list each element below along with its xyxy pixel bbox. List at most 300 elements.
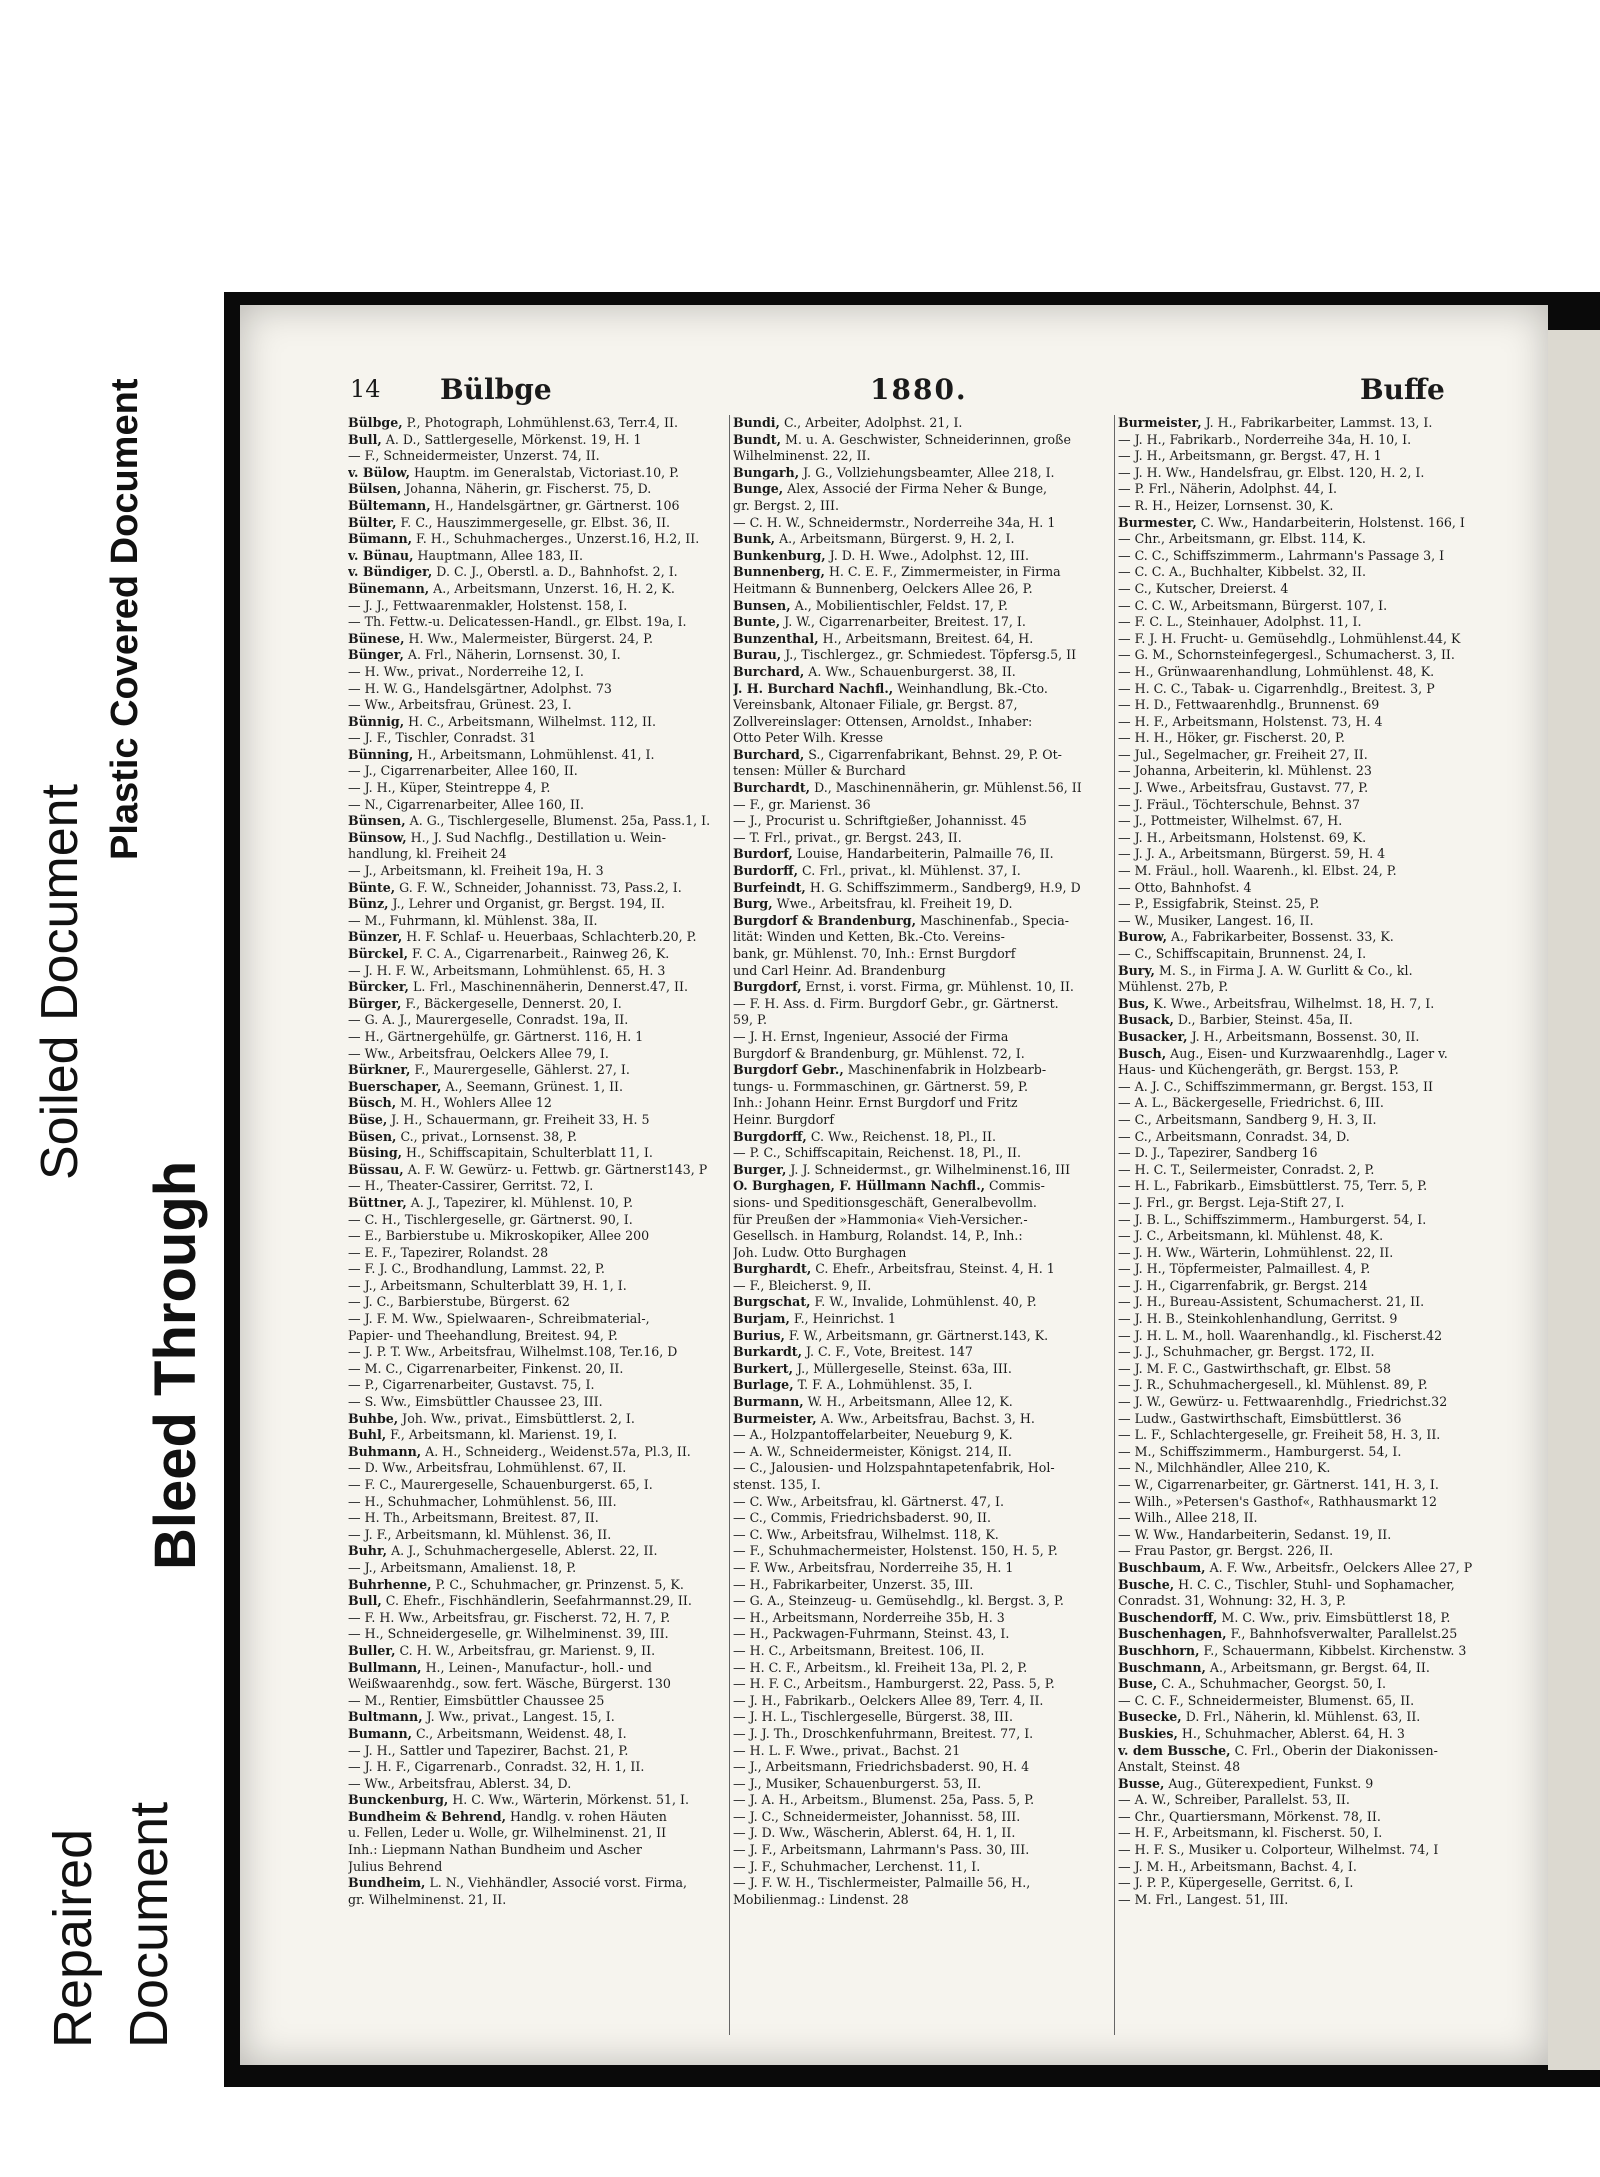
directory-entry — [1118, 1012, 1493, 1029]
entry-details: — H. F., Arbeitsmann, kl. Fischerst. 50, I. — [1118, 1825, 1383, 1841]
directory-entry — [1118, 813, 1493, 830]
entry-details: Hauptmann, Allee 183, II. — [413, 547, 583, 563]
directory-entry — [348, 1792, 723, 1809]
entry-details: — J. H. Ernst, Ingenieur, Associé der Firma — [733, 1028, 1009, 1044]
entry-details: T. F. A., Lohmühlenst. 35, I. — [793, 1377, 973, 1393]
soiled-document-label: Soiled Document — [31, 784, 89, 1180]
entry-surname: v. Bündiger, — [348, 564, 433, 580]
entry-surname: Bünese, — [348, 630, 405, 646]
directory-entry — [348, 797, 723, 814]
directory-entry — [348, 929, 723, 946]
directory-entry — [1118, 1494, 1493, 1511]
entry-details: J. J. Schneidermst., gr. Wilhelminenst.16, III — [786, 1161, 1071, 1177]
entry-details: — R. H., Heizer, Lornsenst. 30, K. — [1118, 497, 1334, 513]
entry-surname: Bunte, — [733, 614, 781, 630]
entry-details: Mühlenst. 27b, P. — [1118, 979, 1229, 995]
directory-entry — [348, 1012, 723, 1029]
directory-entry — [348, 1328, 723, 1345]
directory-entry — [348, 1577, 723, 1594]
directory-entry — [733, 1676, 1108, 1693]
entry-details: — J. H., Sattler und Tapezirer, Bachst. 21, P. — [348, 1742, 629, 1758]
entry-details: Haus- und Küchengeräth, gr. Bergst. 153, P. — [1118, 1062, 1399, 1078]
entry-details: J., Tischlergez., gr. Schmiedest. Töpfersg.5, II — [781, 647, 1077, 663]
directory-entry — [1118, 880, 1493, 897]
directory-entry — [733, 1062, 1108, 1079]
entry-surname: Bunkenburg, — [733, 547, 826, 563]
entry-details: H., Arbeitsmann, Lohmühlenst. 41, I. — [413, 746, 655, 762]
directory-entry — [348, 963, 723, 980]
directory-entry — [1118, 1825, 1493, 1842]
directory-entry — [348, 1593, 723, 1610]
entry-surname: Burdorf, — [733, 846, 793, 862]
directory-entry — [348, 913, 723, 930]
directory-entry — [348, 1726, 723, 1743]
entry-surname: Bunk, — [733, 531, 776, 547]
directory-entry — [1118, 681, 1493, 698]
entry-surname: O. Burghagen, F. Hüllmann Nachfl., — [733, 1178, 985, 1194]
entry-surname: Bunckenburg, — [348, 1792, 449, 1808]
entry-details: J., Müllergeselle, Steinst. 63a, III. — [793, 1360, 1012, 1376]
entry-details: — J., Procurist u. Schriftgießer, Johannisst. 45 — [733, 813, 1027, 829]
directory-entry — [733, 647, 1108, 664]
directory-entry — [348, 1095, 723, 1112]
entry-details: — N., Cigarrenarbeiter, Allee 160, II. — [348, 796, 584, 812]
entry-details: — J. H. F., Cigarrenarb., Conradst. 32, H. 1, II. — [348, 1759, 645, 1775]
entry-details: Inh.: Johann Heinr. Ernst Burgdorf und Fritz — [733, 1095, 1018, 1111]
directory-entry — [348, 1494, 723, 1511]
entry-details: — C. H., Tischlergeselle, gr. Gärtnerst. 90, I. — [348, 1211, 633, 1227]
directory-entry — [1118, 1776, 1493, 1793]
directory-entry — [1118, 1892, 1493, 1909]
directory-entry — [348, 697, 723, 714]
directory-entry — [733, 1726, 1108, 1743]
directory-entry — [733, 1328, 1108, 1345]
entry-details: Julius Behrend — [348, 1858, 443, 1874]
entry-surname: Burgdorf & Brandenburg, — [733, 912, 916, 928]
entry-surname: Bundt, — [733, 431, 781, 447]
entry-details: — Wilh., Allee 218, II. — [1118, 1510, 1258, 1526]
directory-entry — [1118, 763, 1493, 780]
entry-details: — C. Ww., Arbeitsfrau, kl. Gärtnerst. 47, I. — [733, 1493, 1004, 1509]
entry-surname: Buhbe, — [348, 1410, 399, 1426]
entry-details: H. Ww., Malermeister, Bürgerst. 24, P. — [404, 630, 654, 646]
directory-entry — [348, 714, 723, 731]
page-header — [350, 375, 1500, 411]
directory-entry — [348, 763, 723, 780]
entry-surname: Buschhorn, — [1118, 1642, 1200, 1658]
entry-details: F. H., Schuhmacherges., Unzerst.16, H.2, II. — [411, 531, 700, 547]
directory-entry — [348, 614, 723, 631]
entry-details: — A. W., Schreiber, Parallelst. 53, II. — [1118, 1792, 1350, 1808]
entry-details: F., Schauermann, Kibbelst. Kirchenstw. 3 — [1199, 1642, 1467, 1658]
entry-details: — F., Bleicherst. 9, II. — [733, 1277, 872, 1293]
directory-entry — [348, 830, 723, 847]
directory-entry — [733, 1477, 1108, 1494]
directory-entry — [733, 714, 1108, 731]
entry-surname: Bünz, — [348, 896, 389, 912]
directory-entry — [348, 1129, 723, 1146]
entry-surname: Buschenhagen, — [1118, 1626, 1227, 1642]
entry-surname: Büse, — [348, 1111, 388, 1127]
entry-details: Handlg. v. rohen Häuten — [506, 1808, 667, 1824]
entry-details: — F., Schuhmachermeister, Holstenst. 150, H. 5, P. — [733, 1543, 1058, 1559]
entry-details: — S. Ww., Eimsbüttler Chaussee 23, III. — [348, 1394, 603, 1410]
entry-details: — C. Ww., Arbeitsfrau, Wilhelmst. 118, K. — [733, 1526, 999, 1542]
entry-surname: Busch, — [1118, 1045, 1167, 1061]
directory-entry — [348, 664, 723, 681]
entry-details: — F. C., Maurergeselle, Schauenburgerst. 65, I. — [348, 1477, 653, 1492]
directory-entry — [348, 1212, 723, 1229]
plastic-covered-label: Plastic Covered Document — [104, 378, 146, 860]
directory-entry — [348, 1195, 723, 1212]
entry-details: — M. Fräul., holl. Waarenh., kl. Elbst. 24, P. — [1118, 863, 1397, 879]
directory-entry — [348, 1709, 723, 1726]
directory-entry — [348, 1162, 723, 1179]
directory-entry — [1118, 664, 1493, 681]
entry-surname: Büttner, — [348, 1194, 407, 1210]
directory-entry — [733, 697, 1108, 714]
entry-details: Mobilienmag.: Lindenst. 28 — [733, 1891, 909, 1907]
entry-details: — J. F., Tischler, Conradst. 31 — [348, 730, 537, 746]
entry-details: H. G. Schiffszimmerm., Sandberg9, H.9, D — [805, 879, 1081, 895]
directory-entry — [348, 979, 723, 996]
entry-details: — Chr., Arbeitsmann, gr. Elbst. 114, K. — [1118, 531, 1366, 547]
directory-entry — [348, 631, 723, 648]
entry-details: — J. H., Cigarrenfabrik, gr. Bergst. 214 — [1118, 1277, 1368, 1293]
directory-entry — [733, 1129, 1108, 1146]
directory-entry — [1118, 730, 1493, 747]
entry-details: C., Arbeitsmann, Weidenst. 48, I. — [411, 1725, 627, 1741]
entry-details: — T. Frl., privat., gr. Bergst. 243, II. — [733, 829, 962, 845]
directory-entry — [1118, 647, 1493, 664]
entry-details: A., Fabrikarbeiter, Bossenst. 33, K. — [1167, 929, 1394, 945]
entry-details: — J. C., Barbierstube, Bürgerst. 62 — [348, 1294, 570, 1310]
directory-entry — [1118, 1660, 1493, 1677]
entry-details: H., Handelsgärtner, gr. Gärtnerst. 106 — [430, 497, 680, 513]
directory-entry — [733, 1294, 1108, 1311]
entry-details: — Ww., Arbeitsfrau, Grünest. 23, I. — [348, 697, 572, 713]
entry-details: — Ww., Arbeitsfrau, Ablerst. 34, D. — [348, 1775, 572, 1791]
entry-details: — C., Jalousien- und Holzspahntapetenfabrik, Hol- — [733, 1460, 1055, 1476]
entry-details: — N., Milchhändler, Allee 210, K. — [1118, 1460, 1331, 1476]
entry-details: — J., Cigarrenarbeiter, Allee 160, II. — [348, 763, 578, 779]
directory-entry — [1118, 1560, 1493, 1577]
directory-entry — [733, 564, 1108, 581]
directory-entry — [348, 1743, 723, 1760]
directory-entry — [348, 432, 723, 449]
entry-surname: Burius, — [733, 1327, 785, 1343]
entry-details: — H. L. F. Wwe., privat., Bachst. 21 — [733, 1742, 961, 1758]
entry-details: A., Arbeitsmann, Bürgerst. 9, H. 2, I. — [775, 531, 1015, 547]
entry-details: — M., Fuhrmann, kl. Mühlenst. 38a, II. — [348, 912, 598, 928]
entry-surname: Burchardt, — [733, 780, 811, 796]
entry-details: Papier- und Theehandlung, Breitest. 94, P. — [348, 1327, 618, 1343]
directory-entry — [733, 946, 1108, 963]
entry-details: — J. H. L. M., holl. Waarenhandlg., kl. Fischerst.42 — [1118, 1327, 1443, 1343]
entry-surname: Bus, — [1118, 995, 1150, 1011]
directory-entry — [348, 1278, 723, 1295]
entry-details: — H., Arbeitsmann, Norderreihe 35b, H. 3 — [733, 1609, 1005, 1625]
entry-details: D. Frl., Näherin, kl. Mühlenst. 63, II. — [1181, 1709, 1421, 1725]
header-right-word: Buffe — [1360, 373, 1445, 406]
entry-surname: Bünte, — [348, 879, 396, 895]
directory-entry — [1118, 1245, 1493, 1262]
entry-details: — C., Commis, Friedrichsbaderst. 90, II. — [733, 1510, 991, 1526]
entry-surname: Burlage, — [733, 1377, 794, 1393]
entry-details: — P. Frl., Näherin, Adolphst. 44, I. — [1118, 481, 1338, 497]
entry-details: H., J. Sud Nachflg., Destillation u. Wein- — [406, 829, 667, 845]
directory-entry — [733, 1875, 1108, 1892]
entry-details: — Frau Pastor, gr. Bergst. 226, II. — [1118, 1543, 1334, 1559]
directory-entry — [1118, 498, 1493, 515]
directory-entry — [733, 880, 1108, 897]
directory-entry — [1118, 846, 1493, 863]
directory-entry — [348, 1294, 723, 1311]
entry-surname: Busecke, — [1118, 1709, 1182, 1725]
directory-entry — [733, 1162, 1108, 1179]
entry-details: — J., Arbeitsmann, Amalienst. 18, P. — [348, 1559, 577, 1575]
entry-details: F., Bahnhofsverwalter, Parallelst.25 — [1226, 1626, 1458, 1642]
entry-details: stenst. 135, I. — [733, 1477, 821, 1492]
directory-entry — [733, 896, 1108, 913]
entry-details: — J. H. B., Steinkohlenhandlung, Gerritst. 9 — [1118, 1311, 1398, 1327]
entry-details: — J. P. T. Ww., Arbeitsfrau, Wilhelmst.108, Ter.16, D — [348, 1344, 678, 1360]
entry-details: M. u. A. Geschwister, Schneiderinnen, große — [780, 431, 1071, 447]
directory-entry — [1118, 963, 1493, 980]
directory-entry — [1118, 1626, 1493, 1643]
directory-entry — [348, 581, 723, 598]
directory-entry — [1118, 1278, 1493, 1295]
directory-entry — [1118, 531, 1493, 548]
entry-details: Johanna, Näherin, gr. Fischerst. 75, D. — [401, 481, 652, 497]
directory-entry — [1118, 1759, 1493, 1776]
directory-entry — [733, 1626, 1108, 1643]
directory-entry — [733, 1643, 1108, 1660]
entry-surname: Buse, — [1118, 1676, 1158, 1692]
entry-details: — H. W. G., Handelsgärtner, Adolphst. 73 — [348, 680, 612, 696]
entry-details: — J. J., Fettwaarenmakler, Holstenst. 158, I. — [348, 597, 628, 613]
entry-details: C., privat., Lornsenst. 38, P. — [396, 1128, 578, 1144]
directory-entry — [1118, 780, 1493, 797]
directory-entry — [733, 581, 1108, 598]
directory-entry — [733, 1245, 1108, 1262]
entry-details: Hauptm. im Generalstab, Victoriast.10, P. — [410, 464, 680, 480]
entry-surname: Busack, — [1118, 1012, 1174, 1028]
entry-details: — H., Schuhmacher, Lohmühlenst. 56, III. — [348, 1493, 617, 1509]
directory-entry — [1118, 1145, 1493, 1162]
repaired-label: Repaired — [43, 1828, 103, 2048]
directory-entry — [1118, 1311, 1493, 1328]
directory-entry — [1118, 1543, 1493, 1560]
directory-entry — [348, 1112, 723, 1129]
directory-entry — [348, 1809, 723, 1826]
entry-details: — J., Arbeitsmann, kl. Freiheit 19a, H. 3 — [348, 863, 604, 879]
entry-details: C. H. W., Arbeitsfrau, gr. Marienst. 9, II. — [395, 1642, 656, 1658]
entry-surname: Burau, — [733, 647, 782, 663]
entry-details: J. D. H. Wwe., Adolphst. 12, III. — [825, 547, 1029, 563]
directory-entry — [1118, 614, 1493, 631]
directory-entry — [348, 1560, 723, 1577]
entry-details: — W. Ww., Handarbeiterin, Sedanst. 19, II. — [1118, 1526, 1392, 1542]
entry-details: Gesellsch. in Hamburg, Rolandst. 14, P., Inh.: — [733, 1228, 1023, 1244]
entry-details: M. H., Wohlers Allee 12 — [396, 1095, 552, 1111]
directory-entry — [348, 1079, 723, 1096]
entry-surname: Bury, — [1118, 962, 1155, 978]
entry-details: — J. W., Gewürz- u. Fettwaarenhdlg., Friedrichst.32 — [1118, 1394, 1448, 1410]
entry-details: — H. C., Arbeitsmann, Breitest. 106, II. — [733, 1642, 985, 1658]
entry-details: — H., Schneidergeselle, gr. Wilhelminenst. 39, III. — [348, 1626, 669, 1642]
directory-entry — [348, 1460, 723, 1477]
entry-details: C. Frl., privat., kl. Mühlenst. 37, I. — [798, 863, 1021, 879]
entry-details: — F., gr. Marienst. 36 — [733, 796, 871, 812]
entry-details: L. Frl., Maschinennäherin, Dennerst.47, II. — [408, 979, 688, 995]
directory-entry — [733, 963, 1108, 980]
directory-entry — [348, 1029, 723, 1046]
entry-details: — J. J., Schuhmacher, gr. Bergst. 172, II. — [1118, 1344, 1375, 1360]
entry-details: Aug., Eisen- und Kurzwaarenhdlg., Lager v. — [1166, 1045, 1448, 1061]
directory-entry — [733, 465, 1108, 482]
entry-surname: Bünnig, — [348, 713, 405, 729]
entry-details: — J. M. H., Arbeitsmann, Bachst. 4, I. — [1118, 1858, 1357, 1874]
directory-entry — [348, 1245, 723, 1262]
directory-entry — [348, 780, 723, 797]
directory-entry — [1118, 1361, 1493, 1378]
entry-details: Alex, Associé der Firma Neher & Bunge, — [783, 481, 1048, 497]
entry-details: und Carl Heinr. Ad. Brandenburg — [733, 962, 946, 978]
column-1 — [348, 415, 723, 2035]
directory-entry — [348, 1693, 723, 1710]
entry-details: H. C. C., Tischler, Stuhl- und Sophamacher, — [1174, 1576, 1455, 1592]
entry-surname: Bürger, — [348, 995, 402, 1011]
entry-details: C. Frl., Oberin der Diakonissen- — [1230, 1742, 1438, 1758]
entry-details: — J. B. L., Schiffszimmerm., Hamburgerst. 54, I. — [1118, 1211, 1427, 1227]
column-3 — [1118, 415, 1493, 2035]
entry-details: — Chr., Quartiersmann, Mörkenst. 78, II. — [1118, 1808, 1381, 1824]
entry-surname: Bültemann, — [348, 497, 431, 513]
directory-entry — [348, 415, 723, 432]
entry-details: A. Ww., Arbeitsfrau, Bachst. 3, H. — [816, 1410, 1035, 1426]
directory-entry — [733, 747, 1108, 764]
directory-entry — [1118, 1062, 1493, 1079]
directory-entry — [348, 1759, 723, 1776]
entry-details: — J. Wwe., Arbeitsfrau, Gustavst. 77, P. — [1118, 780, 1369, 796]
entry-details: F. C. A., Cigarrenarbeit., Rainweg 26, K. — [408, 946, 670, 961]
entry-details: F., Heinrichst. 1 — [789, 1311, 896, 1327]
directory-entry — [1118, 1875, 1493, 1892]
directory-entry — [1118, 863, 1493, 880]
entry-surname: Burow, — [1118, 929, 1168, 945]
directory-entry — [1118, 631, 1493, 648]
directory-entry — [733, 1195, 1108, 1212]
entry-details: — E. F., Tapezirer, Rolandst. 28 — [348, 1244, 549, 1260]
entry-surname: Burgdorff, — [733, 1128, 807, 1144]
entry-details: — J. H. Ww., Wärterin, Lohmühlenst. 22, II. — [1118, 1244, 1394, 1260]
directory-entry — [348, 1643, 723, 1660]
entry-details: M. S., in Firma J. A. W. Gurlitt & Co., kl. — [1154, 962, 1413, 978]
entry-details: — J. D. Ww., Wäscherin, Ablerst. 64, H. 1, II. — [733, 1825, 1016, 1841]
directory-entry — [348, 448, 723, 465]
directory-entry — [1118, 1377, 1493, 1394]
entry-details: — J. F., Arbeitsmann, kl. Mühlenst. 36, II. — [348, 1526, 612, 1542]
entry-details: für Preußen der »Hammonia« Vieh-Versicher.- — [733, 1211, 1028, 1227]
directory-entry — [348, 996, 723, 1013]
directory-entry — [733, 1543, 1108, 1560]
entry-details: Maschinenfab., Specia- — [916, 912, 1069, 928]
directory-entry — [1118, 1162, 1493, 1179]
entry-details: handlung, kl. Freiheit 24 — [348, 846, 507, 862]
entry-details: — J. F. W. H., Tischlermeister, Palmaille 56, H., — [733, 1875, 1031, 1891]
directory-entry — [1118, 564, 1493, 581]
directory-entry — [733, 631, 1108, 648]
entry-details: — P., Cigarrenarbeiter, Gustavst. 75, I. — [348, 1377, 595, 1393]
entry-details: — H., Grünwaarenhandlung, Lohmühlenst. 48, K. — [1118, 663, 1435, 679]
entry-surname: Buschmann, — [1118, 1659, 1206, 1675]
directory-entry — [733, 1460, 1108, 1477]
entry-surname: Bundheim, — [348, 1875, 426, 1891]
entry-details: — J., Pottmeister, Wilhelmst. 67, H. — [1118, 813, 1343, 829]
directory-entry — [1118, 1809, 1493, 1826]
entry-details: F. C., Hauszimmergeselle, gr. Elbst. 36, II. — [396, 514, 671, 530]
directory-entry — [1118, 1693, 1493, 1710]
directory-entry — [1118, 415, 1493, 432]
directory-entry — [733, 1311, 1108, 1328]
entry-details: — F. H. Ass. d. Firm. Burgdorf Gebr., gr. Gärtnerst. — [733, 995, 1059, 1011]
directory-entry — [733, 1510, 1108, 1527]
entry-surname: Bunsen, — [733, 597, 791, 613]
entry-details: — C. H. W., Schneidermstr., Norderreihe 34a, H. 1 — [733, 514, 1056, 530]
directory-entry — [1118, 1129, 1493, 1146]
entry-surname: Buhrhenne, — [348, 1576, 432, 1592]
directory-entry — [733, 813, 1108, 830]
directory-entry — [1118, 581, 1493, 598]
directory-entry — [733, 1029, 1108, 1046]
directory-entry — [1118, 1294, 1493, 1311]
entry-details: bank, gr. Mühlenst. 70, Inh.: Ernst Burgdorf — [733, 946, 1016, 961]
entry-details: Conradst. 31, Wohnung: 32, H. 3, P. — [1118, 1593, 1346, 1609]
entry-details: — J. H., Fabrikarb., Norderreihe 34a, H. 10, I. — [1118, 431, 1412, 447]
entry-details: — A. W., Schneidermeister, Königst. 214, II. — [733, 1443, 1012, 1459]
directory-entry — [348, 896, 723, 913]
entry-surname: Bultmann, — [348, 1709, 423, 1725]
directory-entry — [348, 515, 723, 532]
directory-entry — [1118, 1261, 1493, 1278]
entry-surname: Bürkner, — [348, 1062, 411, 1078]
entry-details: M. C. Ww., priv. Eimsbüttlerst 18, P. — [1217, 1609, 1451, 1625]
entry-details: — P., Essigfabrik, Steinst. 25, P. — [1118, 896, 1320, 912]
directory-entry — [1118, 1859, 1493, 1876]
entry-surname: Burmann, — [733, 1394, 804, 1410]
entry-surname: Burgschat, — [733, 1294, 811, 1310]
directory-entry — [733, 1577, 1108, 1594]
directory-entry — [1118, 1792, 1493, 1809]
directory-entry — [733, 1494, 1108, 1511]
entry-details: A., Seemann, Grünest. 1, II. — [441, 1078, 624, 1094]
directory-entry — [348, 1178, 723, 1195]
directory-entry — [733, 1809, 1108, 1826]
directory-entry — [1118, 946, 1493, 963]
directory-entry — [733, 1344, 1108, 1361]
entry-details: — J. H. Ww., Handelsfrau, gr. Elbst. 120, H. 2, I. — [1118, 464, 1425, 480]
entry-surname: Büsing, — [348, 1145, 403, 1161]
entry-details: — H., Packwagen-Fuhrmann, Steinst. 43, I. — [733, 1626, 1010, 1642]
entry-surname: Büsen, — [348, 1128, 397, 1144]
directory-entry — [1118, 1079, 1493, 1096]
entry-details: H., Schiffscapitain, Schulterblatt 11, I. — [402, 1145, 653, 1161]
entry-details: H., Arbeitsmann, Breitest. 64, H. — [818, 630, 1034, 646]
entry-details: H. C., Arbeitsmann, Wilhelmst. 112, II. — [404, 713, 656, 729]
entry-details: — J. C., Arbeitsmann, kl. Mühlenst. 48, K. — [1118, 1228, 1384, 1244]
entry-details: Wwe., Arbeitsfrau, kl. Freiheit 19, D. — [772, 896, 1013, 912]
